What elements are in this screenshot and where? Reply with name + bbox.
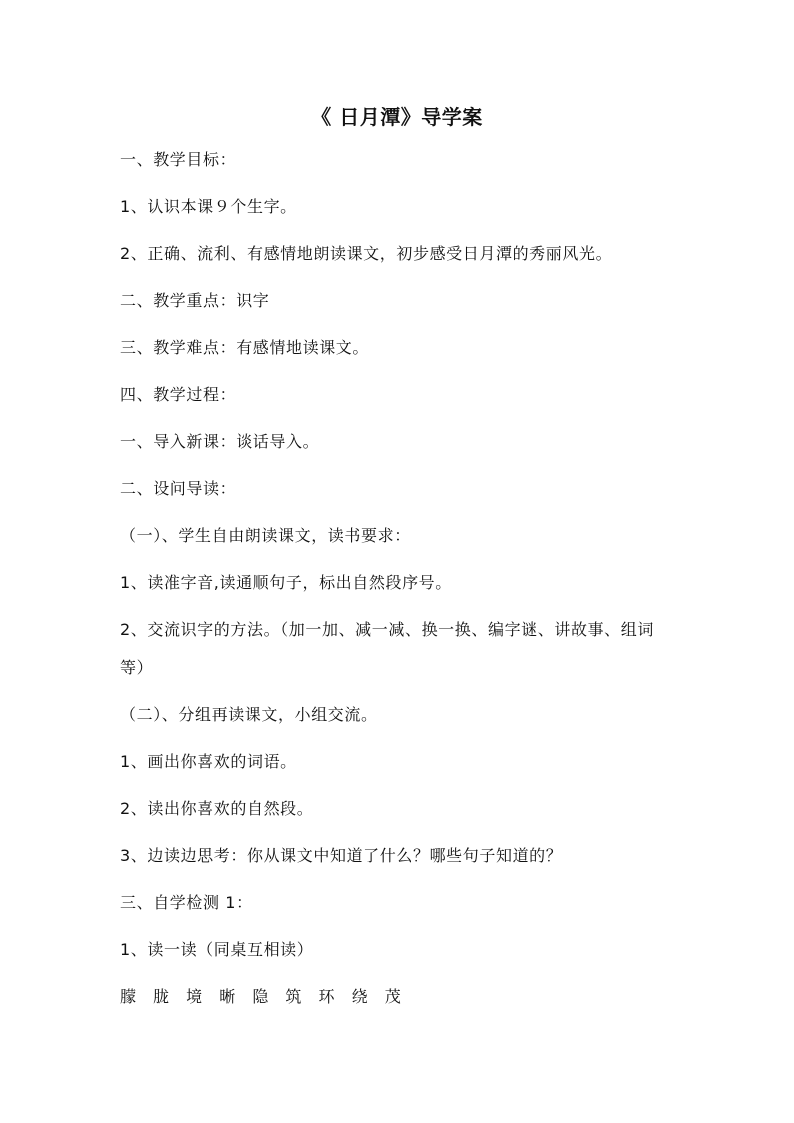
group-task-2: 2、读出你喜欢的自然段。 [120,799,314,818]
document-title: 《 日月潭》导学案 [311,105,483,129]
subsection-group-reading: （二）、分组再读课文，小组交流。 [120,705,378,724]
self-check-item-1: 1、读一读（同桌互相读） [120,940,314,959]
reading-requirement-2: 2、交流识字的方法。（加一加、减一减、换一换、编字谜、讲故事、组词等） [120,620,654,677]
section-heading-key-points: 二、教学重点：识字 [120,291,270,310]
section-heading-self-check: 三、自学检测 1： [120,893,253,912]
document-body [120,146,700,1030]
subsection-free-reading: （一）、学生自由朗读课文，读书要求： [120,526,411,545]
process-step-guided-reading: 二、设问导读： [120,479,237,498]
new-characters-list: 朦 胧 境 晰 隐 筑 环 绕 茂 [120,987,407,1006]
process-step-intro: 一、导入新课：谈话导入。 [120,432,320,451]
group-task-1: 1、画出你喜欢的词语。 [120,752,297,771]
group-task-3: 3、边读边思考：你从课文中知道了什么？哪些句子知道的？ [120,846,563,865]
reading-requirement-1: 1、读准字音,读通顺句子，标出自然段序号。 [120,573,452,592]
section-heading-difficulties: 三、教学难点：有感情地读课文。 [120,338,370,357]
section-heading-goals: 一、教学目标： [120,150,237,169]
section-heading-process: 四、教学过程： [120,385,237,404]
goal-item-1: 1、认识本课９个生字。 [120,197,297,216]
goal-item-2: 2、正确、流利、有感情地朗读课文，初步感受日月潭的秀丽风光。 [120,244,613,263]
